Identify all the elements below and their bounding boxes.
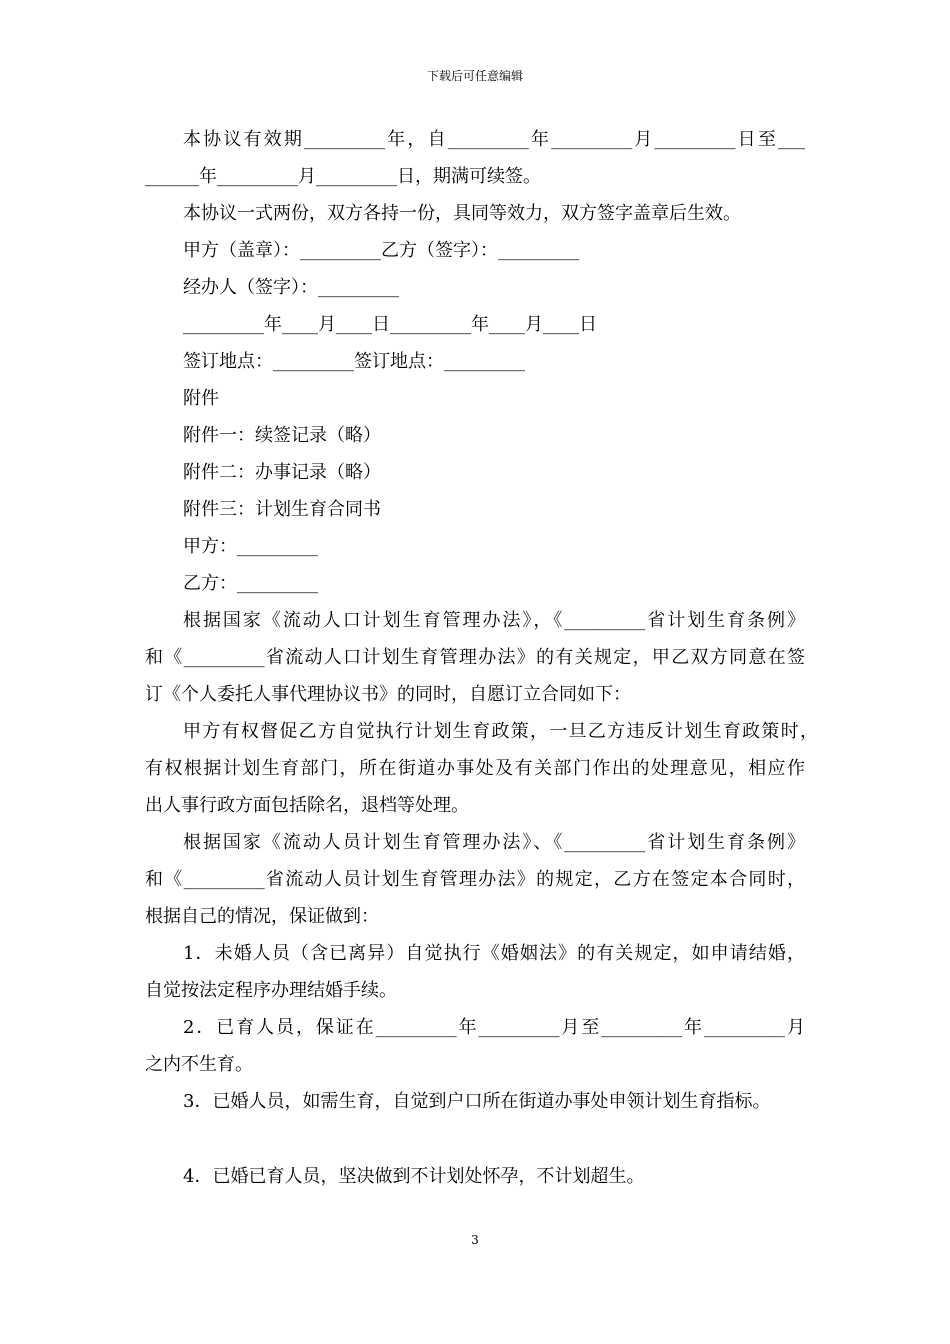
text-line-attachments-title: 附件 [183, 388, 219, 409]
text-line-item-3: 3．已婚人员，如需生育，自觉到户口所在街道办事处申领计划生育指标。 [183, 1091, 771, 1112]
text-line-handler-signature: 经办人（签字）：_________ [183, 277, 399, 298]
text-line-item-4: 4．已婚已育人员，坚决做到不计划处怀孕，不计划超生。 [183, 1166, 645, 1187]
text-line-clause-a-3: 出人事行政方面包括除名，退档等处理。 [145, 795, 469, 816]
page-number: 3 [471, 1233, 479, 1247]
text-line-copies: 本协议一式两份，双方各持一份，具同等效力，双方签字盖章后生效。 [183, 203, 741, 224]
text-line-item-1: 1．未婚人员（含已离异）自觉执行《婚姻法》的有关规定，如申请结婚， [183, 943, 805, 964]
text-line-signing-place: 签订地点：_________签订地点：_________ [183, 351, 525, 372]
text-line-basis-1: 根据国家《流动人口计划生育管理办法》，《_________省计划生育条例》 [183, 610, 805, 631]
text-line-basis-2: 和《_________省流动人口计划生育管理办法》的有关规定，甲乙双方同意在签 [145, 647, 805, 668]
page-header: 下载后可任意编辑 [426, 69, 523, 83]
text-line-party-a: 甲方：_________ [183, 536, 318, 557]
text-line-attachment-1: 附件一：续签记录（略） [183, 425, 381, 446]
text-line-validity-cont: ______年_________月_________日，期满可续签。 [145, 166, 541, 187]
text-line-basis-b-3: 根据自己的情况，保证做到： [145, 906, 379, 927]
text-line-basis-b-2: 和《_________省流动人员计划生育管理办法》的规定，乙方在签定本合同时， [145, 869, 805, 890]
text-line-item-1-cont: 自觉按法定程序办理结婚手续。 [145, 980, 397, 1001]
text-line-attachment-3: 附件三：计划生育合同书 [183, 499, 381, 520]
text-line-clause-a-1: 甲方有权督促乙方自觉执行计划生育政策，一旦乙方违反计划生育政策时， [183, 721, 818, 742]
text-line-item-2: 2．已育人员，保证在_________年_________月至_________年_________月 [183, 1017, 805, 1038]
text-line-dates: _________年____月____日_________年____月____日 [183, 314, 597, 335]
text-line-clause-a-2: 有权根据计划生育部门，所在街道办事处及有关部门作出的处理意见，相应作 [145, 758, 805, 779]
text-line-basis-b-1: 根据国家《流动人员计划生育管理办法》、《_________省计划生育条例》 [183, 832, 805, 853]
text-line-validity: 本协议有效期_________年，自_________年_________月_________日至___ [183, 129, 805, 150]
text-line-basis-3: 订《个人委托人事代理协议书》的同时，自愿订立合同如下： [145, 684, 631, 705]
text-line-attachment-2: 附件二：办事记录（略） [183, 462, 381, 483]
text-line-party-signatures: 甲方（盖章）：_________乙方（签字）：_________ [183, 240, 579, 261]
text-line-party-b: 乙方：_________ [183, 573, 318, 594]
text-line-item-2-cont: 之内不生育。 [145, 1054, 253, 1075]
